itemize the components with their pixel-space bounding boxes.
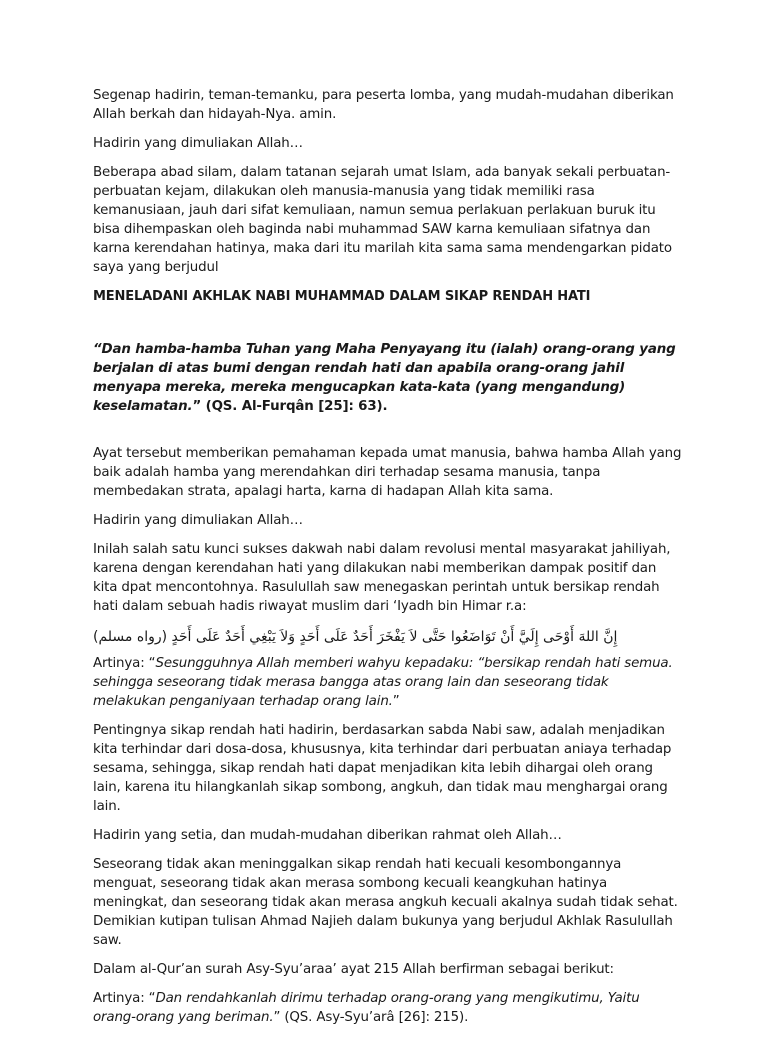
quote-reference: ” (QS. Al-Furqân [25]: 63). <box>192 399 388 414</box>
salutation-line-2: Hadirin yang dimuliakan Allah… <box>93 513 303 528</box>
importance-paragraph: Pentingnya sikap rendah hati hadirin, berdasarkan sabda Nabi saw, adalah menjadikan kita terhindar dari dosa-dosa, khususnya, kita terhindar dari perbuatan aniaya terhadap sesama, sehingga, sikap rendah hati dapat menjadikan kita lebih dihargai oleh orang lain, karena itu hilangkanlah sikap sombong, angkuh, dan tidak mau menghargai orang lain. <box>93 723 672 814</box>
translation2-italic: Dan rendahkanlah dirimu terhadap orang-orang yang mengikutimu, Yaitu orang-orang yang beriman. <box>93 991 640 1025</box>
salutation-line-3: Hadirin yang setia, dan mudah-mudahan diberikan rahmat oleh Allah… <box>93 828 562 843</box>
translation1-suffix: ” <box>392 694 400 709</box>
dakwah-paragraph: Inilah salah satu kunci sukses dakwah nabi dalam revolusi mental masyarakat jahiliyah, karena dengan kerendahan hati yang dilakukan nabi memberikan dampak positif dan kita dpat mencontohnya. Rasulullah saw menegaskan perintah untuk bersikap rendah hati dalam sebuah hadis riwayat muslim dari ‘Iyadh bin Himar r.a: <box>93 542 671 614</box>
speech-title: MENELADANI AKHLAK NABI MUHAMMAD DALAM SIKAP RENDAH HATI <box>93 289 591 304</box>
hadith-arabic-text <box>93 626 683 648</box>
translation2-prefix: Artinya: “ <box>93 991 156 1006</box>
translation1-prefix: Artinya: “ <box>93 656 156 671</box>
surah-translation <box>93 989 683 1027</box>
quran-quote <box>93 340 683 416</box>
salutation-line: Hadirin yang dimuliakan Allah… <box>93 136 303 151</box>
translation2-suffix: ” (QS. Asy-Syu’arâ [26]: 215). <box>273 1010 469 1025</box>
intro-paragraph: Beberapa abad silam, dalam tatanan sejarah umat Islam, ada banyak sekali perbuatan-perbuatan kejam, dilakukan oleh manusia-manusia yang tidak memiliki rasa kemanusiaan, jauh dari sifat kemuliaan, namun semua perlakuan perlakuan buruk itu bisa dihempaskan oleh baginda nabi muhammad SAW karna kemuliaan sifatnya dan karna kerendahan hatinya, maka dari itu marilah kita sama sama mendengarkan pidato saya yang berjudul <box>93 165 672 275</box>
hadith-arabic: إِنَّ اللهَ أَوْحَى إِلَيَّ أَنْ تَوَاضَعُوا حَتَّى لاَ يَفْخَرَ أَحَدٌ عَلَى أَحَدٍ وَلاَ يَبْغِي أَحَدٌ عَلَى أَحَدٍ (رواه مسلم) <box>93 629 618 645</box>
document-page <box>93 86 683 1037</box>
arrogance-paragraph: Seseorang tidak akan meninggalkan sikap rendah hati kecuali kesombongannya menguat, seseorang tidak akan merasa sombong kecuali keangkuhan hatinya meningkat, dan seseorang tidak akan merasa angkuh kecuali akalnya sudah tidak sehat. Demikian kutipan tulisan Ahmad Najieh dalam bukunya yang berjudul Akhlak Rasulullah saw. <box>93 857 678 948</box>
greeting-paragraph: Segenap hadirin, teman-temanku, para peserta lomba, yang mudah-mudahan diberikan Allah berkah dan hidayah-Nya. amin. <box>93 88 674 122</box>
hadith-translation <box>93 654 683 711</box>
translation1-italic: Sesungguhnya Allah memberi wahyu kepadaku: “bersikap rendah hati semua. sehingga seseorang tidak merasa bangga atas orang lain dan seseorang tidak melakukan penganiyaan terhadap orang lain. <box>93 656 673 709</box>
quote-text: “Dan hamba-hamba Tuhan yang Maha Penyayang itu (ialah) orang-orang yang berjalan di atas bumi dengan rendah hati dan apabila orang-orang jahil menyapa mereka, mereka mengucapkan kata-kata (yang mengandung) keselamatan. <box>93 342 676 414</box>
explanation-paragraph: Ayat tersebut memberikan pemahaman kepada umat manusia, bahwa hamba Allah yang baik adalah hamba yang merendahkan diri terhadap sesama manusia, tanpa membedakan strata, apalagi harta, karna di hadapan Allah kita sama. <box>93 446 682 499</box>
surah-intro-line: Dalam al-Qur’an surah Asy-Syu’araa’ ayat 215 Allah berfirman sebagai berikut: <box>93 962 614 977</box>
